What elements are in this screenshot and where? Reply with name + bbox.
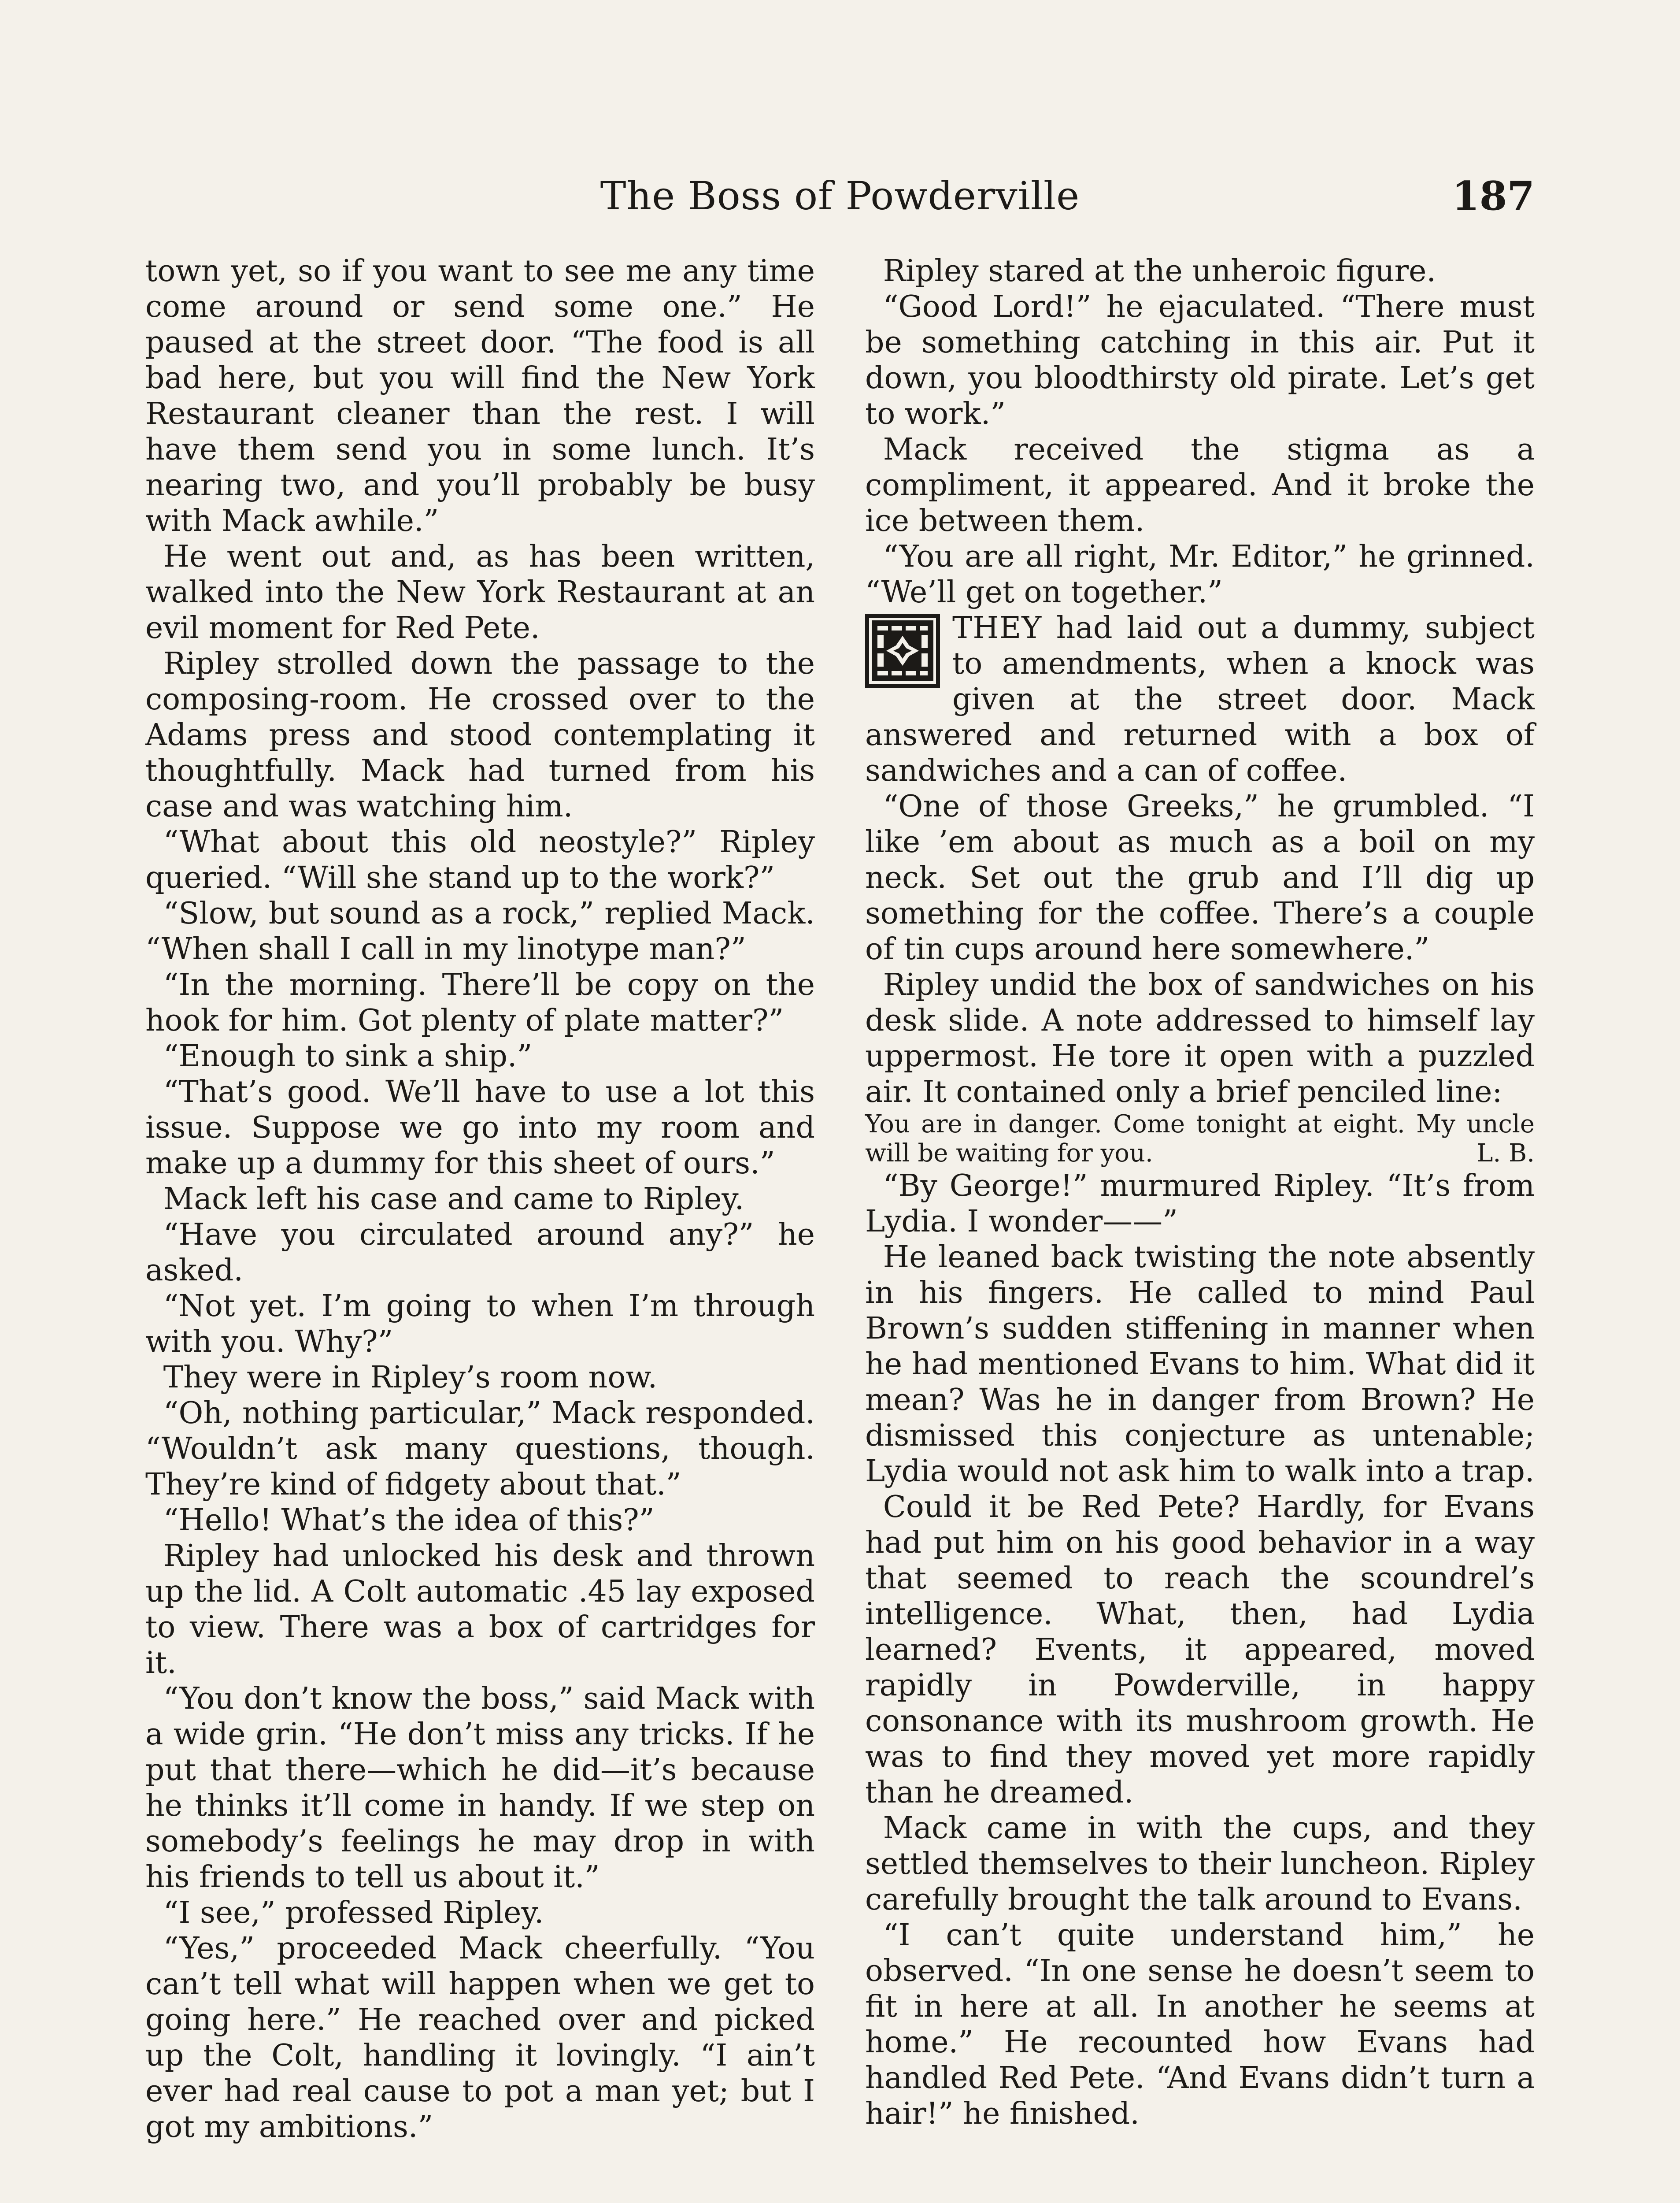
paragraph: Mack came in with the cups, and they settled themselves to their luncheon. Ripley carefully brought the talk around to Evans. [865, 1811, 1535, 1917]
section-lead-word: THEY [952, 611, 1042, 645]
paragraph: Ripley undid the box of sandwiches on his desk slide. A note addressed to himself lay uppermost. He tore it open with a puzzled air. It contained only a brief penciled line: [865, 968, 1535, 1109]
left-column [145, 253, 815, 2203]
paragraph: They were in Ripley’s room now. [163, 1360, 658, 1395]
paragraph: “That’s good. We’ll have to use a lot this issue. Suppose we go into my room and make up a dummy for this sheet of ours.” [145, 1075, 815, 1181]
text-columns [145, 253, 1535, 2203]
note-text: You are in danger. Come tonight at eight. My uncle will be waiting for you. [865, 1110, 1535, 1168]
paragraph: “Have you circulated around any?” he asked. [145, 1217, 815, 1288]
paragraph: He went out and, as has been written, walked into the New York Restaurant at an evil moment for Red Pete. [145, 539, 815, 645]
paragraph: “You don’t know the boss,” said Mack with a wide grin. “He don’t miss any tricks. If he put that there—which he did—it’s because he thinks it’ll come in handy. If we step on somebody’s feelings he may drop in with his friends to tell us about it.” [145, 1681, 815, 1895]
paragraph: “One of those Greeks,” he grumbled. “I like ’em about as much as a boil on my neck. Set out the grub and I’ll dig up something for the coffee. There’s a couple of tin cups around here somewhere.” [865, 789, 1535, 967]
paragraph: “Not yet. I’m going to when I’m through with you. Why?” [145, 1289, 815, 1359]
paragraph: Ripley had unlocked his desk and thrown up the lid. A Colt automatic .45 lay exposed to view. There was a box of cartridges for it. [145, 1539, 815, 1680]
running-title: The Boss of Powderville [600, 173, 1080, 219]
paragraph: “Good Lord!” he ejaculated. “There must be something catching in this air. Put it down, you bloodthirsty old pirate. Let’s get to work.” [865, 289, 1535, 431]
paragraph: “In the morning. There’ll be copy on the hook for him. Got plenty of plate matter?” [145, 968, 815, 1038]
paragraph: “By George!” murmured Ripley. “It’s from Lydia. I wonder——” [865, 1168, 1535, 1239]
paragraph: “Yes,” proceeded Mack cheerfully. “You can’t tell what will happen when we get to going here.” He reached over and picked up the Colt, handling it lovingly. “I ain’t ever had real cause to pot a man yet; but I got my ambitions.” [145, 1931, 815, 2144]
paragraph: “Slow, but sound as a rock,” replied Mack. “When shall I call in my linotype man?” [145, 896, 815, 967]
page-header [145, 167, 1535, 225]
page-number: 187 [1452, 173, 1535, 219]
paragraph: “Oh, nothing particular,” Mack responded. “Wouldn’t ask many questions, though. They’re kind of fidgety about that.” [145, 1396, 815, 1502]
paragraph: He leaned back twisting the note absently in his fingers. He called to mind Paul Brown’s sudden stiffening in manner when he had mentioned Evans to him. What did it mean? Was he in danger from Brown? He dismissed this conjecture as untenable; Lydia would not ask him to walk into a trap. [865, 1240, 1535, 1489]
paragraph: Mack received the stigma as a compliment, it appeared. And it broke the ice between them. [865, 432, 1535, 538]
paragraph: “Hello! What’s the idea of this?” [163, 1503, 655, 1538]
paragraph: “I see,” professed Ripley. [163, 1895, 544, 1930]
paragraph: Ripley stared at the unheroic figure. [883, 254, 1436, 289]
paragraph: “You are all right, Mr. Editor,” he grinned. “We’ll get on together.” [865, 539, 1535, 610]
penciled-note [865, 1110, 1535, 1168]
section-opening-paragraph [865, 610, 1535, 789]
paragraph: “I can’t quite understand him,” he observed. “In one sense he doesn’t seem to fit in here at all. In another he seems at home.” He recounted how Evans had handled Red Pete. “And Evans didn’t turn a hair!” he finished. [865, 1918, 1535, 2131]
paragraph: “What about this old neostyle?” Ripley queried. “Will she stand up to the work?” [145, 825, 815, 895]
paragraph: Ripley strolled down the passage to the composing-room. He crossed over to the Adams press and stood contemplating it thoughtfully. Mack had turned from his case and was watching him. [145, 646, 815, 824]
section-lead-text: had laid out a dummy, subject to amendments, when a knock was given at the street door. Mack answered and returned with a box of sandwiches and a can of coffee. [865, 611, 1535, 788]
paragraph: Could it be Red Pete? Hardly, for Evans had put him on his good behavior in a way that seemed to reach the scoundrel’s intelligence. What, then, had Lydia learned? Events, it appeared, moved rapidly in Powderville, in happy consonance with its mushroom growth. He was to find they moved yet more rapidly than he dreamed. [865, 1490, 1535, 1810]
paragraph: town yet, so if you want to see me any time come around or send some one.” He paused at the street door. “The food is all bad here, but you will find the New York Restaurant cleaner than the rest. I will have them send you in some lunch. It’s nearing two, and you’ll probably be busy with Mack awhile.” [145, 254, 815, 538]
decorative-initial-ornament-icon [865, 614, 940, 688]
paragraph: Mack left his case and came to Ripley. [163, 1182, 744, 1216]
paragraph: “Enough to sink a ship.” [163, 1039, 533, 1074]
note-signature: L. B. [1476, 1139, 1535, 1168]
right-column [865, 253, 1535, 2203]
